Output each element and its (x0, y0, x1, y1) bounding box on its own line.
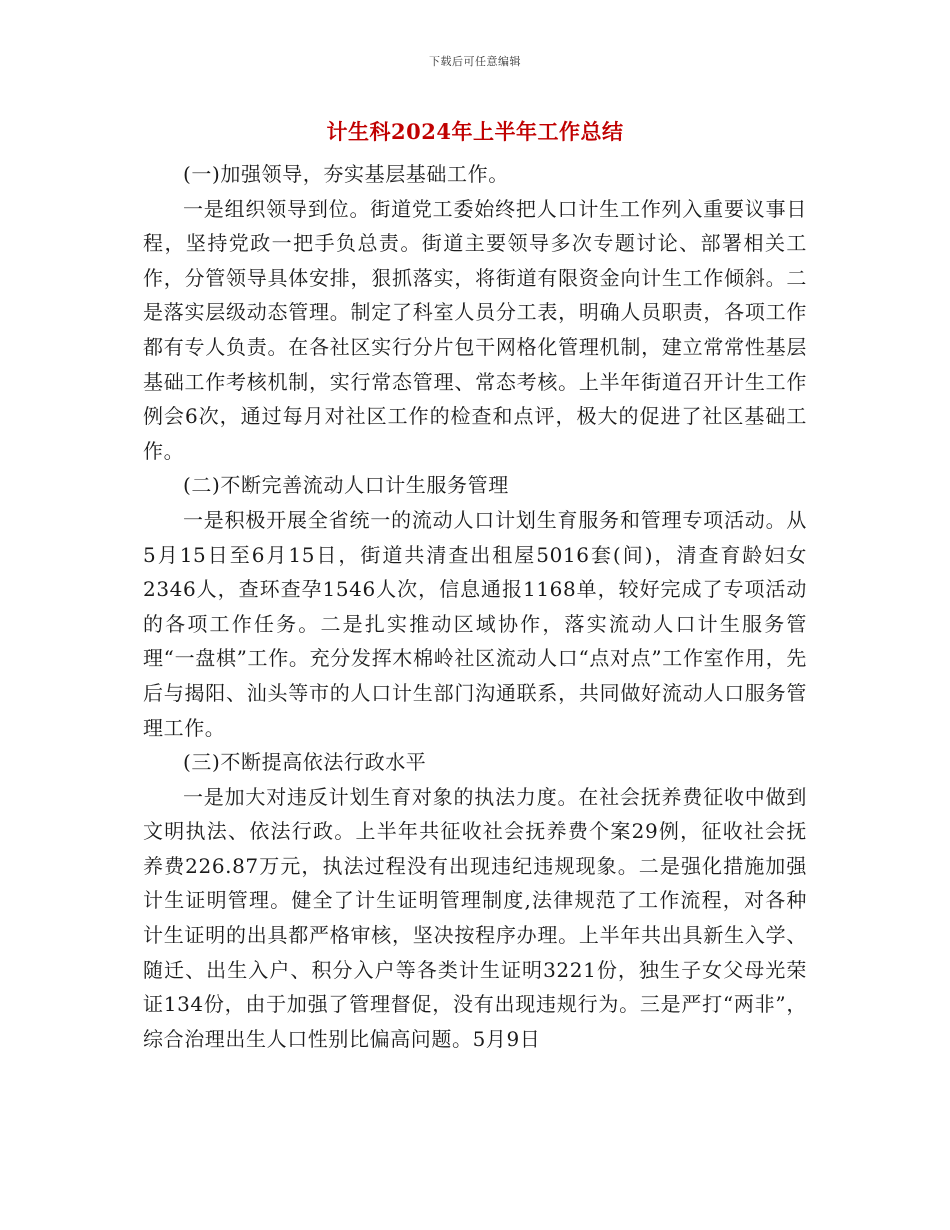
document-title: 计生科2024年上半年工作总结 (326, 119, 624, 144)
section-heading-2: (二)不断完善流动人口计生服务管理 (183, 473, 509, 498)
paragraph-1: 一是组织领导到位。街道党工委始终把人口计生工作列入重要议事日程，坚持党政一把手负总责。街道主要领导多次专题讨论、部署相关工作，分管领导具体安排，狠抓落实，将街道有限资金向计生工作倾斜。二是落实层级动态管理。制定了科室人员分工表，明确人员职责，各项工作都有专人负责。在各社区实行分片包干网格化管理机制，建立常常性基层基础工作考核机制，实行常态管理、常态考核。上半年街道召开计生工作例会6次，通过每月对社区工作的检查和点评，极大的促进了社区基础工作。 (143, 196, 807, 463)
document-body (143, 157, 807, 1056)
section-heading-3: (三)不断提高依法行政水平 (183, 750, 427, 775)
section-heading-1: (一)加强领导，夯实基层基础工作。 (183, 162, 509, 186)
paragraph-3: 一是加大对违反计划生育对象的执法力度。在社会抚养费征收中做到文明执法、依法行政。上半年共征收社会抚养费个案29例，征收社会抚养费226.87万元，执法过程没有出现违纪违规现象。二是强化措施加强计生证明管理。健全了计生证明管理制度,法律规范了工作流程，对各种计生证明的出具都严格审核，坚决按程序办理。上半年共出具新生入学、随迁、出生入户、积分入户等各类计生证明3221份，独生子女父母光荣证134份，由于加强了管理督促，没有出现违规行为。三是严打“两非”，综合治理出生人口性别比偏高问题。5月9日 (143, 784, 807, 1051)
paragraph-2: 一是积极开展全省统一的流动人口计划生育服务和管理专项活动。从5月15日至6月15日，街道共清查出租屋5016套(间)，清查育龄妇女2346人，查环查孕1546人次，信息通报1168单，较好完成了专项活动的各项工作任务。二是扎实推动区域协作，落实流动人口计生服务管理“一盘棋”工作。充分发挥木棉岭社区流动人口“点对点”工作室作用，先后与揭阳、汕头等市的人口计生部门沟通联系，共同做好流动人口服务管理工作。 (143, 507, 807, 740)
page-header-note: 下载后可任意编辑 (429, 55, 521, 68)
